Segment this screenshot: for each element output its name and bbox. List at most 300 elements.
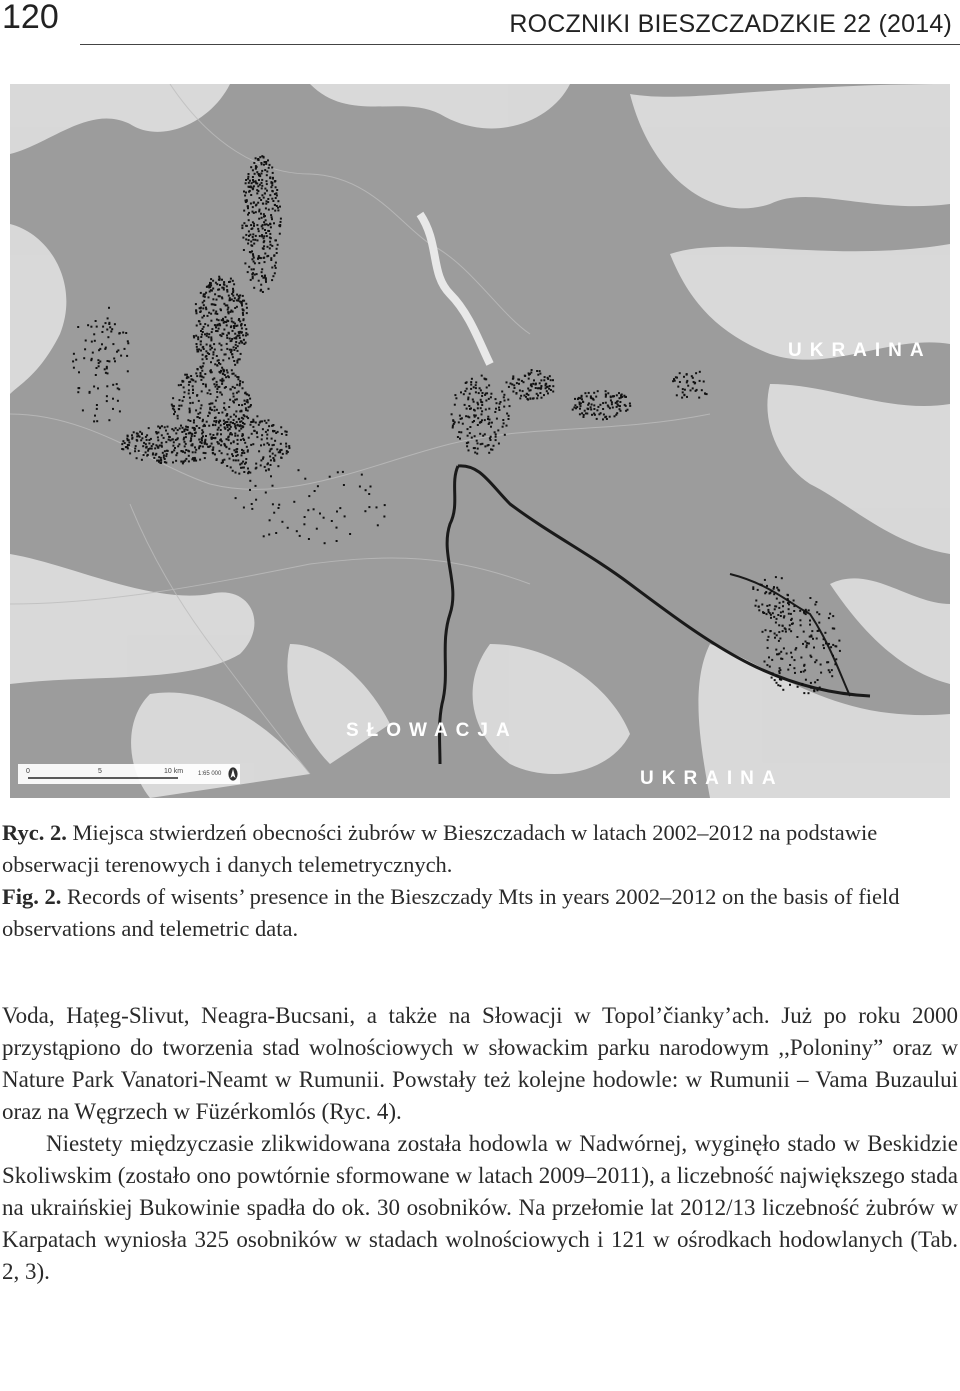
record-point (508, 418, 510, 420)
record-point (263, 237, 265, 239)
record-point (605, 402, 607, 404)
record-point (127, 435, 129, 437)
record-point (199, 323, 201, 325)
record-point (264, 229, 266, 231)
record-point (251, 250, 253, 252)
record-point (232, 290, 234, 292)
record-point (182, 427, 184, 429)
record-point (272, 172, 274, 174)
record-point (211, 443, 213, 445)
record-point (244, 262, 246, 264)
record-point (308, 495, 310, 497)
record-point (479, 387, 481, 389)
record-point (201, 442, 203, 444)
record-point (808, 692, 810, 694)
record-point (339, 507, 341, 509)
record-point (813, 690, 815, 692)
record-point (188, 376, 190, 378)
record-point (287, 527, 289, 529)
record-point (267, 159, 269, 161)
record-point (512, 375, 514, 377)
record-point (249, 251, 251, 253)
record-point (790, 652, 792, 654)
record-point (262, 228, 264, 230)
record-point (237, 345, 239, 347)
record-point (165, 455, 167, 457)
record-point (263, 444, 265, 446)
record-point (323, 517, 325, 519)
record-point (467, 428, 469, 430)
record-point (279, 233, 281, 235)
record-point (266, 190, 268, 192)
record-point (195, 303, 197, 305)
record-point (205, 308, 207, 310)
record-point (104, 368, 106, 370)
record-point (180, 384, 182, 386)
record-point (757, 589, 759, 591)
record-point (504, 434, 506, 436)
record-point (766, 613, 768, 615)
record-point (245, 182, 247, 184)
record-point (203, 326, 205, 328)
record-point (829, 671, 831, 673)
record-point (698, 397, 700, 399)
record-point (139, 431, 141, 433)
record-point (232, 356, 234, 358)
record-point (228, 439, 230, 441)
record-point (201, 429, 203, 431)
record-point (787, 669, 789, 671)
record-point (274, 239, 276, 241)
record-point (101, 331, 103, 333)
body-text (2, 1000, 958, 1288)
record-point (235, 344, 237, 346)
record-point (625, 410, 627, 412)
record-point (106, 385, 108, 387)
record-point (246, 394, 248, 396)
record-point (203, 300, 205, 302)
record-point (250, 241, 252, 243)
record-point (248, 266, 250, 268)
record-point (214, 406, 216, 408)
record-point (811, 630, 813, 632)
record-point (265, 470, 267, 472)
record-point (269, 241, 271, 243)
record-point (481, 410, 483, 412)
record-point (242, 295, 244, 297)
record-point (148, 427, 150, 429)
record-point (809, 597, 811, 599)
record-point (526, 398, 528, 400)
record-point (275, 186, 277, 188)
record-point (279, 206, 281, 208)
record-point (210, 320, 212, 322)
record-point (508, 386, 510, 388)
record-point (455, 397, 457, 399)
record-point (240, 428, 242, 430)
record-point (205, 350, 207, 352)
record-point (210, 393, 212, 395)
record-point (171, 404, 173, 406)
record-point (258, 218, 260, 220)
record-point (231, 299, 233, 301)
record-point (256, 183, 258, 185)
record-point (239, 331, 241, 333)
record-point (184, 452, 186, 454)
record-point (604, 416, 606, 418)
record-point (190, 375, 192, 377)
record-point (114, 360, 116, 362)
record-point (343, 484, 345, 486)
record-point (163, 454, 165, 456)
record-point (615, 402, 617, 404)
record-point (218, 359, 220, 361)
record-point (271, 184, 273, 186)
record-point (189, 420, 191, 422)
record-point (270, 475, 272, 477)
record-point (242, 387, 244, 389)
record-point (533, 379, 535, 381)
record-point (247, 207, 249, 209)
record-point (451, 413, 453, 415)
record-point (267, 429, 269, 431)
record-point (617, 400, 619, 402)
record-point (127, 444, 129, 446)
record-point (261, 187, 263, 189)
record-point (466, 408, 468, 410)
record-point (485, 400, 487, 402)
record-point (249, 180, 251, 182)
record-point (247, 214, 249, 216)
record-point (789, 624, 791, 626)
record-point (275, 532, 277, 534)
record-point (112, 384, 114, 386)
record-point (686, 396, 688, 398)
record-point (502, 426, 504, 428)
record-point (209, 291, 211, 293)
record-point (231, 293, 233, 295)
record-point (275, 192, 277, 194)
record-point (203, 376, 205, 378)
record-point (230, 278, 232, 280)
record-point (101, 343, 103, 345)
record-point (610, 399, 612, 401)
record-point (786, 653, 788, 655)
record-point (229, 458, 231, 460)
record-point (215, 421, 217, 423)
record-point (215, 417, 217, 419)
record-point (163, 437, 165, 439)
record-point (692, 377, 694, 379)
record-point (141, 437, 143, 439)
record-point (765, 591, 767, 593)
record-point (197, 368, 199, 370)
record-point (223, 402, 225, 404)
record-point (235, 455, 237, 457)
record-point (488, 444, 490, 446)
record-point (287, 451, 289, 453)
record-point (146, 455, 148, 457)
record-point (252, 179, 254, 181)
record-point (267, 442, 269, 444)
record-point (771, 590, 773, 592)
record-point (512, 377, 514, 379)
record-point (192, 392, 194, 394)
record-point (157, 439, 159, 441)
record-point (232, 288, 234, 290)
record-point (222, 333, 224, 335)
record-point (219, 284, 221, 286)
record-point (223, 407, 225, 409)
record-point (256, 436, 258, 438)
record-point (206, 333, 208, 335)
record-point (98, 365, 100, 367)
record-point (792, 622, 794, 624)
record-point (779, 638, 781, 640)
record-point (540, 379, 542, 381)
record-point (192, 443, 194, 445)
record-point (221, 462, 223, 464)
record-point (810, 655, 812, 657)
record-point (775, 622, 777, 624)
record-point (204, 439, 206, 441)
record-point (178, 443, 180, 445)
record-point (248, 219, 250, 221)
record-point (228, 436, 230, 438)
record-point (148, 442, 150, 444)
record-point (96, 367, 98, 369)
record-point (248, 212, 250, 214)
record-point (233, 349, 235, 351)
record-point (819, 687, 821, 689)
record-point (191, 378, 193, 380)
record-point (368, 506, 370, 508)
record-point (182, 400, 184, 402)
record-point (252, 176, 254, 178)
record-point (777, 684, 779, 686)
record-point (236, 362, 238, 364)
record-point (690, 389, 692, 391)
record-point (202, 358, 204, 360)
record-point (503, 406, 505, 408)
record-point (765, 629, 767, 631)
record-point (213, 420, 215, 422)
record-point (185, 449, 187, 451)
record-point (602, 402, 604, 404)
record-point (90, 359, 92, 361)
record-point (782, 605, 784, 607)
record-point (253, 223, 255, 225)
record-point (616, 406, 618, 408)
record-point (194, 446, 196, 448)
record-point (108, 322, 110, 324)
record-point (241, 435, 243, 437)
record-point (265, 219, 267, 221)
record-point (481, 404, 483, 406)
record-point (267, 224, 269, 226)
record-point (545, 383, 547, 385)
record-point (224, 444, 226, 446)
record-point (263, 221, 265, 223)
record-point (242, 237, 244, 239)
record-point (252, 443, 254, 445)
record-point (259, 174, 261, 176)
record-point (276, 248, 278, 250)
record-point (464, 404, 466, 406)
record-point (256, 204, 258, 206)
record-point (591, 404, 593, 406)
record-point (265, 277, 267, 279)
record-point (266, 171, 268, 173)
record-point (230, 466, 232, 468)
record-point (519, 397, 521, 399)
record-point (255, 468, 257, 470)
record-point (490, 393, 492, 395)
record-point (767, 609, 769, 611)
record-point (254, 262, 256, 264)
record-point (196, 348, 198, 350)
record-point (218, 319, 220, 321)
record-point (241, 303, 243, 305)
record-point (801, 683, 803, 685)
record-point (212, 437, 214, 439)
record-point (193, 336, 195, 338)
record-point (501, 391, 503, 393)
record-point (204, 457, 206, 459)
record-point (552, 385, 554, 387)
record-point (241, 227, 243, 229)
record-point (262, 291, 264, 293)
record-point (249, 480, 251, 482)
record-point (222, 459, 224, 461)
record-point (823, 647, 825, 649)
record-point (98, 349, 100, 351)
record-point (805, 646, 807, 648)
record-point (600, 412, 602, 414)
record-point (183, 461, 185, 463)
record-point (213, 351, 215, 353)
record-point (246, 446, 248, 448)
record-point (77, 326, 79, 328)
record-point (210, 369, 212, 371)
record-point (256, 224, 258, 226)
record-point (266, 200, 268, 202)
record-point (214, 304, 216, 306)
record-point (202, 328, 204, 330)
record-point (215, 386, 217, 388)
record-point (138, 450, 140, 452)
record-point (263, 235, 265, 237)
record-point (264, 224, 266, 226)
record-point (477, 448, 479, 450)
record-point (195, 409, 197, 411)
record-point (216, 396, 218, 398)
record-point (212, 449, 214, 451)
record-point (228, 332, 230, 334)
record-point (784, 627, 786, 629)
record-point (239, 424, 241, 426)
record-point (539, 373, 541, 375)
record-point (252, 426, 254, 428)
record-point (229, 424, 231, 426)
record-point (816, 689, 818, 691)
record-point (248, 437, 250, 439)
record-point (243, 191, 245, 193)
record-point (141, 459, 143, 461)
record-point (253, 243, 255, 245)
record-point (603, 414, 605, 416)
record-point (504, 400, 506, 402)
record-point (264, 169, 266, 171)
record-point (514, 387, 516, 389)
record-point (536, 370, 538, 372)
record-point (258, 424, 260, 426)
record-point (495, 433, 497, 435)
record-point (256, 273, 258, 275)
record-point (247, 334, 249, 336)
record-point (242, 433, 244, 435)
record-point (236, 306, 238, 308)
record-point (233, 300, 235, 302)
record-point (202, 435, 204, 437)
record-point (189, 402, 191, 404)
record-point (202, 346, 204, 348)
record-point (208, 389, 210, 391)
record-point (177, 415, 179, 417)
record-point (274, 204, 276, 206)
record-point (108, 307, 110, 309)
record-point (284, 430, 286, 432)
record-point (185, 433, 187, 435)
record-point (248, 191, 250, 193)
record-point (236, 392, 238, 394)
record-point (221, 367, 223, 369)
record-point (235, 375, 237, 377)
record-point (172, 397, 174, 399)
record-point (212, 424, 214, 426)
record-point (263, 164, 265, 166)
record-point (78, 387, 80, 389)
record-point (476, 453, 478, 455)
record-point (238, 376, 240, 378)
record-point (219, 278, 221, 280)
record-point (241, 342, 243, 344)
record-point (588, 392, 590, 394)
record-point (270, 464, 272, 466)
record-point (226, 334, 228, 336)
record-point (201, 334, 203, 336)
record-point (216, 299, 218, 301)
record-point (77, 391, 79, 393)
record-point (236, 325, 238, 327)
record-point (195, 460, 197, 462)
record-point (232, 455, 234, 457)
record-point (228, 295, 230, 297)
record-point (183, 396, 185, 398)
record-point (238, 297, 240, 299)
record-point (102, 326, 104, 328)
record-point (783, 615, 785, 617)
record-point (624, 396, 626, 398)
record-point (229, 428, 231, 430)
record-point (612, 407, 614, 409)
record-point (248, 230, 250, 232)
record-point (252, 169, 254, 171)
record-point (233, 360, 235, 362)
record-point (91, 341, 93, 343)
record-point (774, 633, 776, 635)
record-point (242, 426, 244, 428)
